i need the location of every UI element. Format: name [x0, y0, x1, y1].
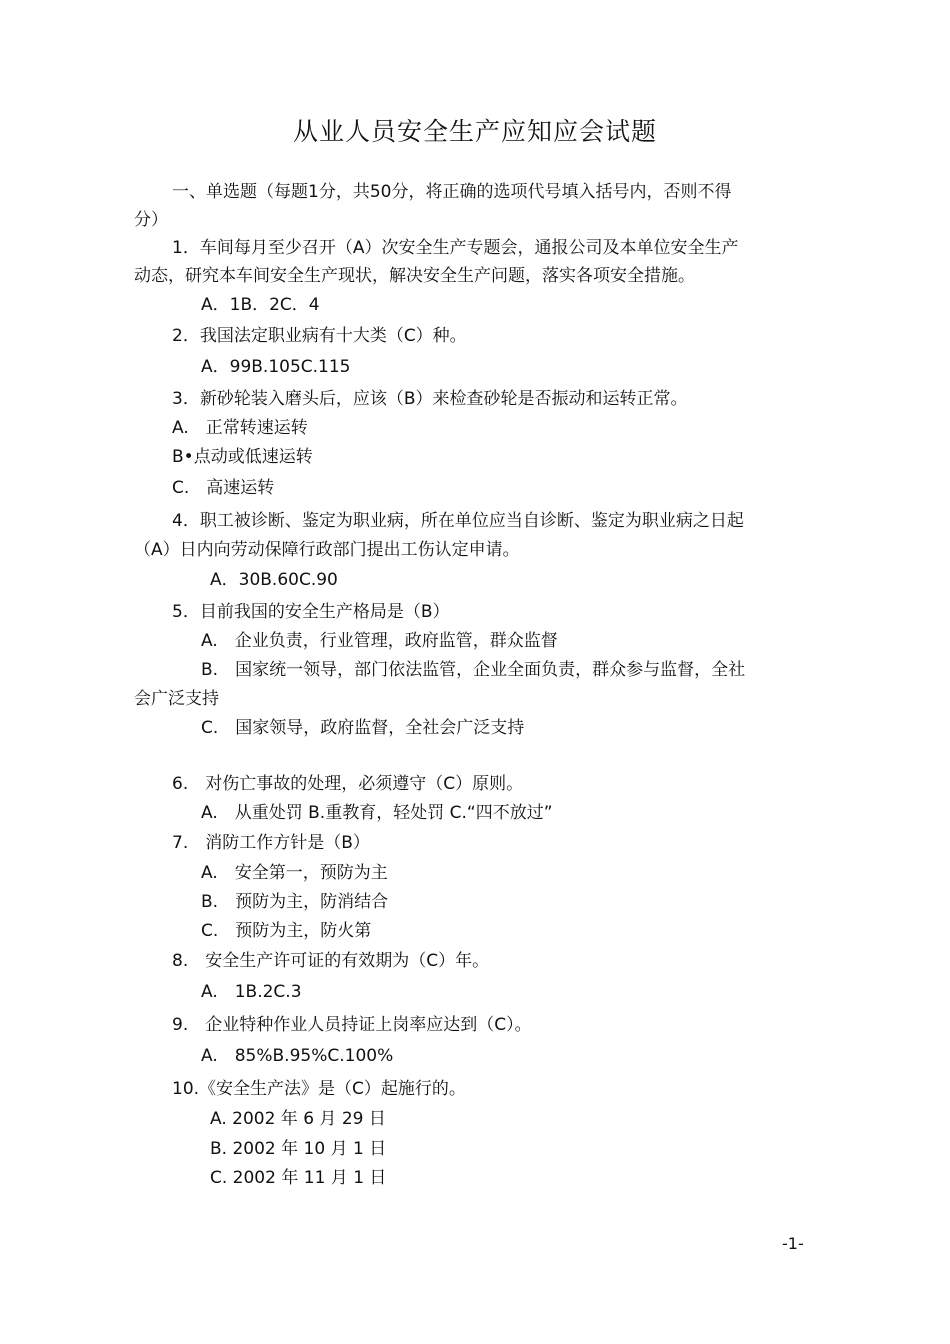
- question-1: 1．车间每月至少召开（A）次安全生产专题会，通报公司及本单位安全生产: [172, 238, 739, 258]
- question-5: 5．目前我国的安全生产格局是（B）: [172, 602, 450, 622]
- section-heading-cont: 分）: [134, 210, 168, 230]
- question-10-option-a: A. 2002 年 6 月 29 日: [210, 1109, 386, 1129]
- question-4-cont: （A）日内向劳动保障行政部门提出工伤认定申请。: [134, 540, 520, 560]
- question-9-options: A. 85%B.95%C.100%: [201, 1046, 394, 1066]
- question-1-options: A．1B．2C．4: [201, 295, 320, 315]
- page-title: 从业人员安全生产应知应会试题: [292, 117, 657, 146]
- question-10-option-b: B. 2002 年 10 月 1 日: [210, 1139, 387, 1159]
- question-5-option-c: C. 国家领导，政府监督，全社会广泛支持: [201, 718, 525, 738]
- question-10: 10.《安全生产法》是（C）起施行的。: [172, 1079, 466, 1099]
- question-8: 8. 安全生产许可证的有效期为（C）年。: [172, 951, 490, 971]
- question-3: 3．新砂轮装入磨头后，应该（B）来检查砂轮是否振动和运转正常。: [172, 389, 688, 409]
- question-2: 2．我国法定职业病有十大类（C）种。: [172, 326, 467, 346]
- question-10-option-c: C. 2002 年 11 月 1 日: [210, 1168, 387, 1188]
- question-5-option-a: A. 企业负责，行业管理，政府监管，群众监督: [201, 631, 558, 651]
- question-3-option-a: A. 正常转速运转: [172, 418, 308, 438]
- question-5-option-b-cont: 会广泛支持: [134, 689, 219, 709]
- question-1-cont: 动态，研究本车间安全生产现状，解决安全生产问题，落实各项安全措施。: [134, 266, 695, 286]
- question-4: 4．职工被诊断、鉴定为职业病，所在单位应当自诊断、鉴定为职业病之日起: [172, 511, 744, 531]
- question-7-option-a: A. 安全第一，预防为主: [201, 863, 388, 883]
- question-7: 7. 消防工作方针是（B）: [172, 833, 370, 853]
- page-number: -1-: [782, 1234, 804, 1253]
- question-4-options: A．30B.60C.90: [210, 570, 338, 590]
- question-3-option-b: B•点动或低速运转: [172, 447, 313, 467]
- question-2-options: A．99B.105C.115: [201, 357, 351, 377]
- question-6: 6. 对伤亡事故的处理，必须遵守（C）原则。: [172, 774, 524, 794]
- question-6-options: A. 从重处罚 B.重教育，轻处罚 C.“四不放过”: [201, 803, 553, 823]
- question-7-option-c: C. 预防为主，防火第: [201, 921, 372, 941]
- section-heading: 一、单选题（每题1分，共50分，将正确的选项代号填入括号内，否则不得: [172, 182, 732, 202]
- question-5-option-b: B. 国家统一领导，部门依法监管，企业全面负责，群众参与监督，全社: [201, 660, 746, 680]
- question-9: 9. 企业特种作业人员持证上岗率应达到（C）。: [172, 1015, 532, 1035]
- question-7-option-b: B. 预防为主，防消结合: [201, 892, 389, 912]
- question-8-options: A. 1B.2C.3: [201, 982, 302, 1002]
- question-3-option-c: C. 高速运转: [172, 478, 275, 498]
